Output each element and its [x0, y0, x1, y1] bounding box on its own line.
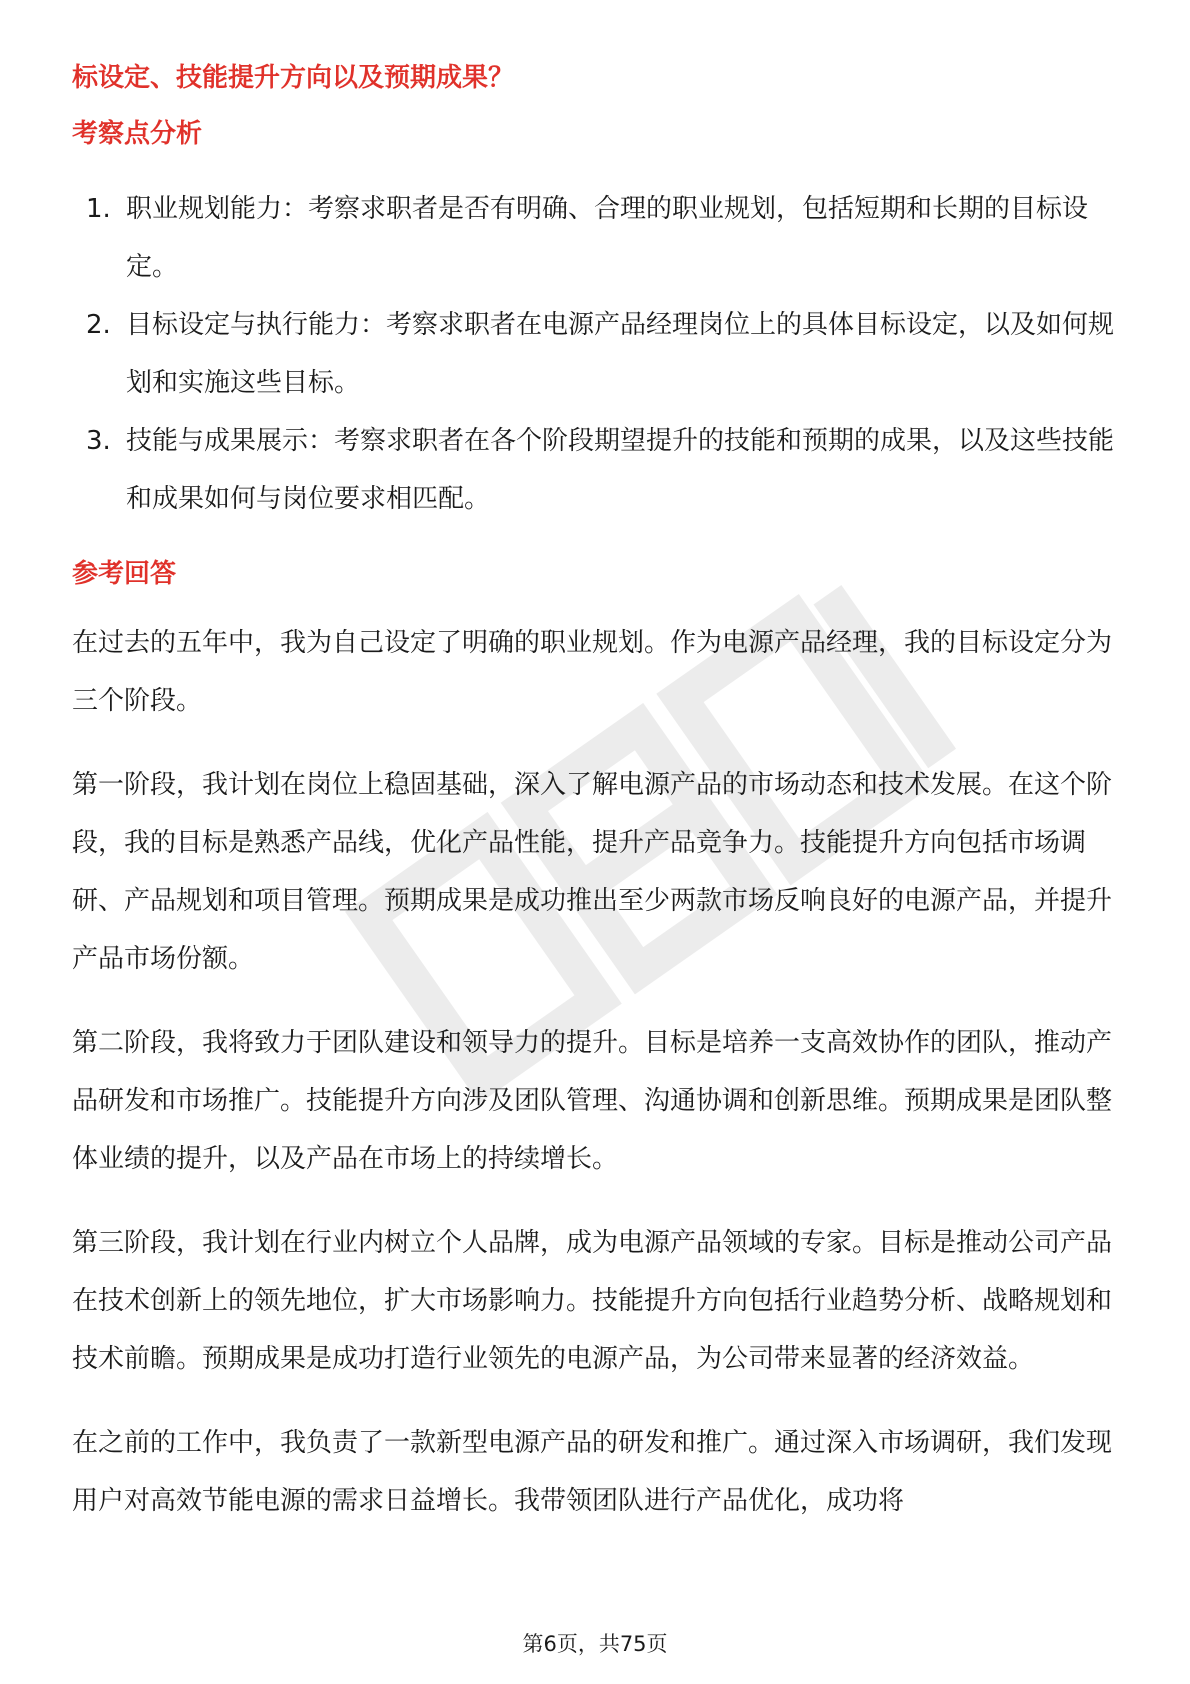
list-item-number: 1. — [86, 194, 111, 224]
list-item — [72, 412, 1118, 528]
analysis-points-list — [72, 180, 1118, 528]
list-item — [72, 180, 1118, 296]
document-page — [72, 50, 1118, 1530]
analysis-heading: 考察点分析 — [72, 119, 203, 149]
list-item-text: 技能与成果展示：考察求职者在各个阶段期望提升的技能和预期的成果，以及这些技能和成果如何与岗位要求相匹配。 — [126, 426, 1115, 514]
answer-paragraph: 在之前的工作中，我负责了一款新型电源产品的研发和推广。通过深入市场调研，我们发现用户对高效节能电源的需求日益增长。我带领团队进行产品优化，成功将 — [72, 1428, 1113, 1516]
list-item-text: 职业规划能力：考察求职者是否有明确、合理的职业规划，包括短期和长期的目标设定。 — [126, 194, 1089, 282]
answer-paragraph: 第二阶段，我将致力于团队建设和领导力的提升。目标是培养一支高效协作的团队，推动产品研发和市场推广。技能提升方向涉及团队管理、沟通协调和创新思维。预期成果是团队整体业绩的提升，以及产品在市场上的持续增长。 — [72, 1028, 1113, 1174]
list-item-number: 3. — [86, 426, 111, 456]
list-item-text: 目标设定与执行能力：考察求职者在电源产品经理岗位上的具体目标设定，以及如何规划和实施这些目标。 — [126, 310, 1115, 398]
answer-paragraph: 第三阶段，我计划在行业内树立个人品牌，成为电源产品领域的专家。目标是推动公司产品在技术创新上的领先地位，扩大市场影响力。技能提升方向包括行业趋势分析、战略规划和技术前瞻。预期成果是成功打造行业领先的电源产品，为公司带来显著的经济效益。 — [72, 1228, 1113, 1374]
list-item-number: 2. — [86, 310, 111, 340]
question-title-continued: 标设定、技能提升方向以及预期成果？ — [72, 63, 515, 93]
list-item — [72, 296, 1118, 412]
page-footer: 第6页，共75页 — [522, 1632, 668, 1656]
answer-paragraph: 第一阶段，我计划在岗位上稳固基础，深入了解电源产品的市场动态和技术发展。在这个阶段，我的目标是熟悉产品线，优化产品性能，提升产品竞争力。技能提升方向包括市场调研、产品规划和项目管理。预期成果是成功推出至少两款市场反响良好的电源产品，并提升产品市场份额。 — [72, 770, 1113, 974]
answer-paragraph: 在过去的五年中，我为自己设定了明确的职业规划。作为电源产品经理，我的目标设定分为三个阶段。 — [72, 628, 1113, 716]
answer-heading: 参考回答 — [72, 559, 177, 589]
